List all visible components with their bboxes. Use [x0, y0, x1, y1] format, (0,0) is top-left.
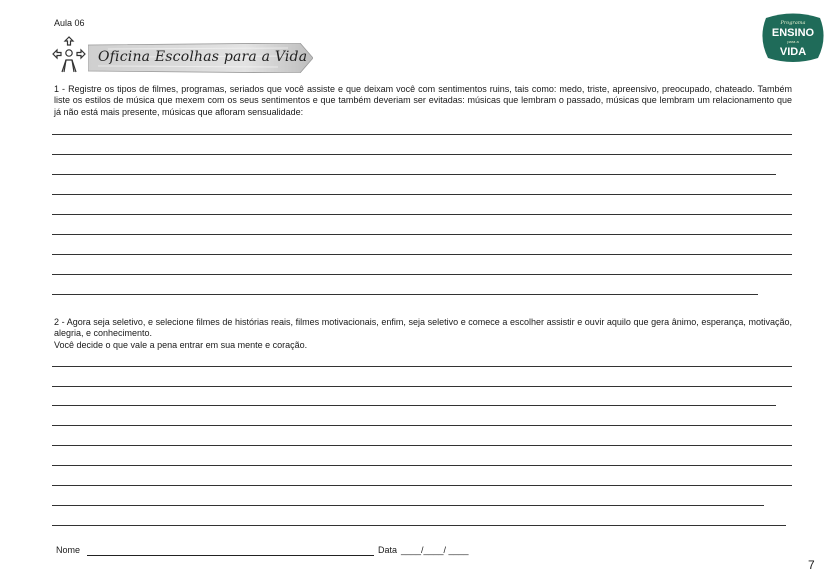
name-label: Nome: [56, 545, 81, 555]
answer-line-q2[interactable]: [52, 366, 792, 367]
answer-line-q1[interactable]: [52, 274, 792, 275]
ensino-para-a-vida-logo: [760, 12, 826, 64]
answer-line-q2[interactable]: [52, 465, 792, 466]
page-title: Oficina Escolhas para a Vida: [98, 49, 308, 65]
answer-line-q1[interactable]: [52, 174, 776, 175]
page-number: 7: [808, 558, 815, 572]
answer-line-q2[interactable]: [52, 485, 792, 486]
question-2-closing: Você decide o que vale a pena entrar em sua mente e coração.: [54, 339, 308, 350]
date-field-blanks[interactable]: ____/____/ ____: [401, 545, 469, 555]
question-1-text: 1 - Registre os tipos de filmes, programas, seriados que você assiste e que deixam você com sentimentos ruins, tais como: medo, triste, apreensivo, preocupado, chateado. Também liste os estilos de música que mexem com os seus sentimentos e que também deveriam ser evitadas: músicas que lembram o passado, músicas que lembram um relacionamento que já não está mais presente, músicas que afloram sensualidade:: [54, 84, 792, 117]
date-label: Data: [378, 545, 398, 555]
question-2-instruction: 2 - Agora seja seletivo, e selecione filmes de histórias reais, filmes motivacionais, enfim, seja seletivo e comece a escolher assistir e ouvir aquilo que gera ânimo, esperança, motivação, alegria, e conhecimento.: [54, 317, 792, 339]
svg-text:para a: para a: [787, 39, 799, 44]
answer-line-q2[interactable]: [52, 525, 786, 526]
svg-text:VIDA: VIDA: [779, 46, 807, 58]
answer-line-q2[interactable]: [52, 445, 792, 446]
answer-line-q1[interactable]: [52, 154, 792, 155]
svg-text:Programa: Programa: [780, 20, 806, 26]
answer-line-q2[interactable]: [52, 386, 792, 387]
answer-line-q1[interactable]: [52, 234, 792, 235]
answer-line-q2[interactable]: [52, 505, 764, 506]
answer-line-q2[interactable]: [52, 405, 776, 406]
group-people-icon: [52, 36, 86, 74]
name-field-line[interactable]: [87, 555, 374, 556]
question-2-text: [54, 317, 792, 351]
answer-line-q1[interactable]: [52, 254, 792, 255]
answer-line-q1[interactable]: [52, 294, 758, 295]
lesson-label: Aula 06: [54, 18, 85, 28]
answer-line-q1[interactable]: [52, 134, 792, 135]
svg-text:ENSINO: ENSINO: [771, 27, 815, 39]
answer-line-q1[interactable]: [52, 194, 792, 195]
answer-line-q1[interactable]: [52, 214, 792, 215]
answer-line-q2[interactable]: [52, 425, 792, 426]
